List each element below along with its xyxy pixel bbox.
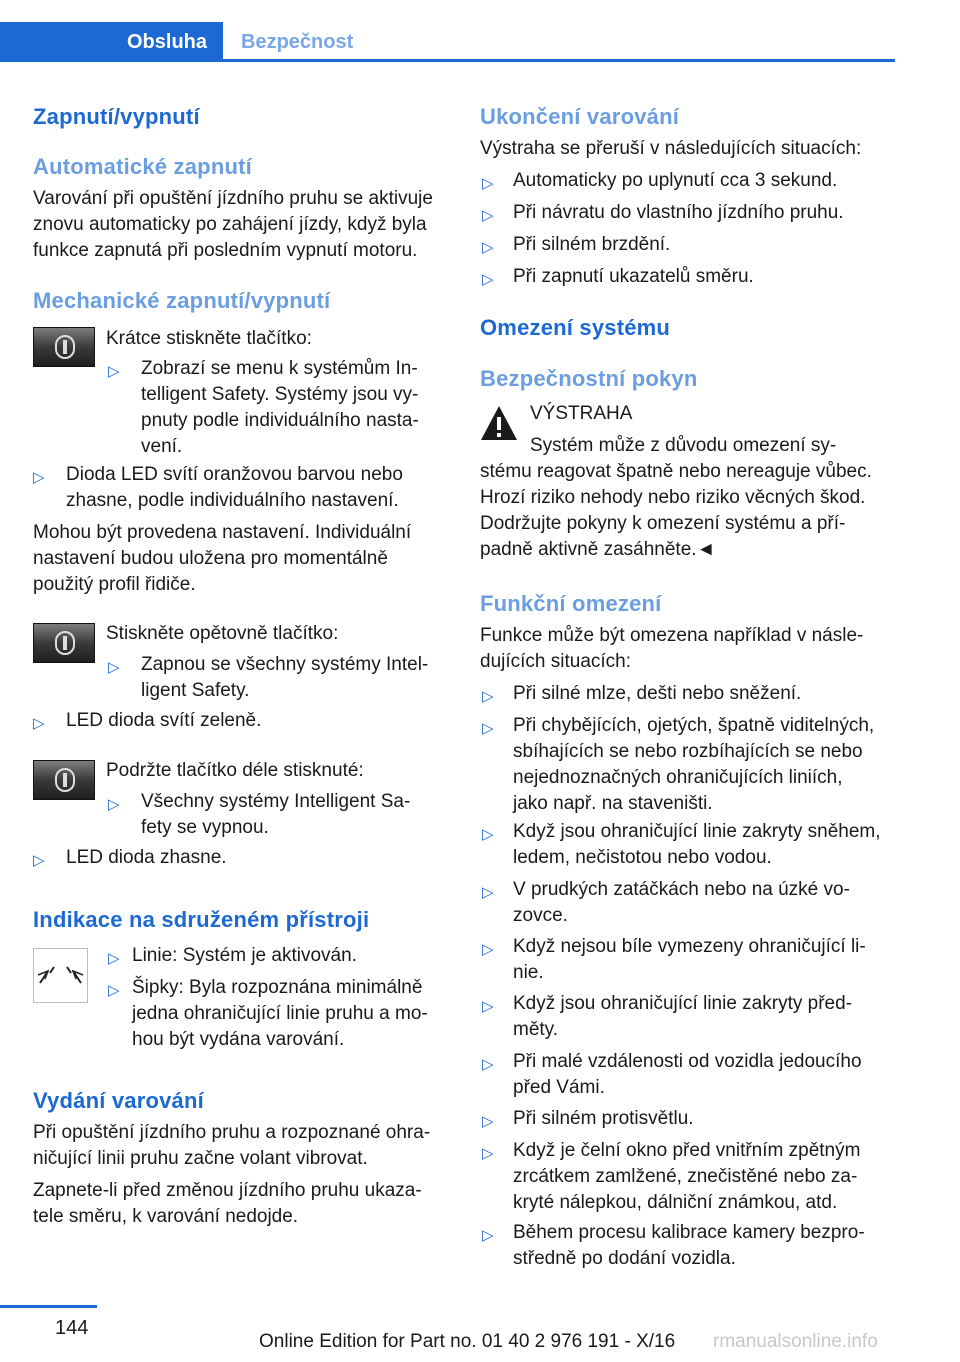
bullet-icon: ▷ bbox=[33, 852, 45, 869]
bullet-icon: ▷ bbox=[482, 941, 494, 958]
bullet-icon: ▷ bbox=[108, 363, 120, 380]
tab-bezpecnost[interactable]: Bezpečnost bbox=[241, 31, 354, 53]
heading-bezpecnostni-pokyn: Bezpečnostní pokyn bbox=[480, 366, 698, 391]
warning-line-1: Systém může z důvodu omezení sy- bbox=[530, 435, 837, 456]
instr-press-short: Krátce stiskněte tlačítko: bbox=[106, 328, 312, 349]
list-item: Při silném protisvětlu. bbox=[513, 1108, 694, 1129]
list-item: Linie: Systém je aktivován. bbox=[132, 945, 357, 966]
list-item: Když jsou ohraničující linie zakryty sněhem, ledem, nečistotou nebo vodou. bbox=[513, 821, 881, 868]
bullet-icon: ▷ bbox=[482, 239, 494, 256]
button-icon bbox=[33, 760, 95, 800]
bullet-icon: ▷ bbox=[482, 207, 494, 224]
list-item: LED dioda zhasne. bbox=[66, 847, 227, 868]
list-item: Šipky: Byla rozpoznána minimálně jedna ohraničující linie pruhu a mo- hou být vydána varování. bbox=[132, 977, 428, 1050]
heading-funkcni-omezeni: Funkční omezení bbox=[480, 591, 662, 616]
list-item: V prudkých zatáčkách nebo na úzké vo- zovce. bbox=[513, 879, 850, 926]
watermark: rmanualsonline.info bbox=[713, 1331, 878, 1352]
list-item: Při silném brzdění. bbox=[513, 234, 671, 255]
bullet-icon: ▷ bbox=[108, 950, 120, 967]
para-auto: Varování při opuštění jízdního pruhu se aktivuje znovu automaticky po zahájení jízdy, když byla funkce zapnutá při posledním vypnutí motoru. bbox=[33, 188, 433, 261]
bullet-icon: ▷ bbox=[33, 715, 45, 732]
bullet-icon: ▷ bbox=[108, 982, 120, 999]
list-item: Když je čelní okno před vnitřním zpětným zrcátkem zamlžené, znečistěné nebo za- kryté nálepkou, dálniční známkou, atd. bbox=[513, 1140, 861, 1213]
bullet-icon: ▷ bbox=[482, 998, 494, 1015]
heading-mechanicke: Mechanické zapnutí/vypnutí bbox=[33, 288, 331, 313]
bullet-icon: ▷ bbox=[108, 796, 120, 813]
list-item: Když nejsou bíle vymezeny ohraničující li- nie. bbox=[513, 936, 866, 983]
heading-ukonceni: Ukončení varování bbox=[480, 104, 680, 129]
list-item: Při malé vzdálenosti od vozidla jedoucího před Vámi. bbox=[513, 1051, 862, 1098]
button-icon bbox=[33, 327, 95, 367]
bullet-icon: ▷ bbox=[482, 1113, 494, 1130]
para-end: Výstraha se přeruší v následujících situacích: bbox=[480, 138, 862, 159]
bullet-icon: ▷ bbox=[482, 884, 494, 901]
list-item: Během procesu kalibrace kamery bezpro- středně po dodání vozidla. bbox=[513, 1222, 865, 1269]
list-item: Při silné mlze, dešti nebo sněžení. bbox=[513, 683, 802, 704]
list-item: Při návratu do vlastního jízdního pruhu. bbox=[513, 202, 844, 223]
list-item: Při chybějících, ojetých, špatně viditelných, sbíhajících se nebo rozbíhajících se nebo nejednoznačných ohraničujících liniích, jako např. na staveništi. bbox=[513, 715, 875, 814]
warning-icon bbox=[480, 404, 518, 442]
bullet-icon: ▷ bbox=[482, 826, 494, 843]
instr-press-again: Stiskněte opětovně tlačítko: bbox=[106, 623, 339, 644]
footer-rule bbox=[0, 1305, 97, 1308]
list-item: Zapnou se všechny systémy Intel- ligent Safety. bbox=[141, 654, 429, 701]
bullet-icon: ▷ bbox=[482, 175, 494, 192]
warning-title: VÝSTRAHA bbox=[530, 403, 633, 424]
tab-obsluha[interactable]: Obsluha bbox=[0, 22, 223, 62]
para-issue-2: Zapnete-li před změnou jízdního pruhu ukaza- tele směru, k varování nedojde. bbox=[33, 1180, 422, 1227]
lane-lines-icon bbox=[33, 948, 88, 1003]
header-rule bbox=[0, 59, 895, 62]
list-item: Zobrazí se menu k systémům In- telligent Safety. Systémy jsou vy- pnuty podle individuálního nasta- vení. bbox=[141, 358, 419, 457]
para-settings: Mohou být provedena nastavení. Individuální nastavení budou uložena pro momentálně použitý profil řidiče. bbox=[33, 522, 412, 595]
heading-zapnuti-vypnuti: Zapnutí/vypnutí bbox=[33, 104, 200, 129]
warning-text: stému reagovat špatně nebo nereaguje vůbec. Hrozí riziko nehody nebo riziko věcných škod. Dodržujte pokyny k omezení systému a pří- padně aktivně zasáhněte.◄ bbox=[480, 461, 872, 560]
edition-note: Online Edition for Part no. 01 40 2 976 191 - X/16 bbox=[259, 1331, 676, 1352]
para-func: Funkce může být omezena například v násle- dujících situacích: bbox=[480, 625, 864, 672]
instr-press-hold: Podržte tlačítko déle stisknuté: bbox=[106, 760, 364, 781]
list-item: Všechny systémy Intelligent Sa- fety se vypnou. bbox=[141, 791, 411, 838]
bullet-icon: ▷ bbox=[482, 1056, 494, 1073]
bullet-icon: ▷ bbox=[108, 659, 120, 676]
list-item: Když jsou ohraničující linie zakryty před- měty. bbox=[513, 993, 852, 1040]
bullet-icon: ▷ bbox=[482, 720, 494, 737]
header-tabs bbox=[0, 22, 895, 62]
page-number: 144 bbox=[55, 1317, 89, 1339]
bullet-icon: ▷ bbox=[482, 1145, 494, 1162]
heading-vydani-varovani: Vydání varování bbox=[33, 1088, 204, 1113]
bullet-icon: ▷ bbox=[482, 271, 494, 288]
heading-automaticke-zapnuti: Automatické zapnutí bbox=[33, 154, 252, 179]
list-item: Automaticky po uplynutí cca 3 sekund. bbox=[513, 170, 838, 191]
bullet-icon: ▷ bbox=[33, 469, 45, 486]
bullet-icon: ▷ bbox=[482, 1227, 494, 1244]
list-item: LED dioda svítí zeleně. bbox=[66, 710, 262, 731]
button-icon bbox=[33, 623, 95, 663]
list-item: Dioda LED svítí oranžovou barvou nebo zhasne, podle individuálního nastavení. bbox=[66, 464, 403, 511]
heading-indikace: Indikace na sdruženém přístroji bbox=[33, 907, 370, 932]
para-issue-1: Při opuštění jízdního pruhu a rozpoznané ohra- ničující linii pruhu začne volant vibrovat. bbox=[33, 1122, 431, 1169]
bullet-icon: ▷ bbox=[482, 688, 494, 705]
heading-omezeni: Omezení systému bbox=[480, 315, 671, 340]
list-item: Při zapnutí ukazatelů směru. bbox=[513, 266, 754, 287]
